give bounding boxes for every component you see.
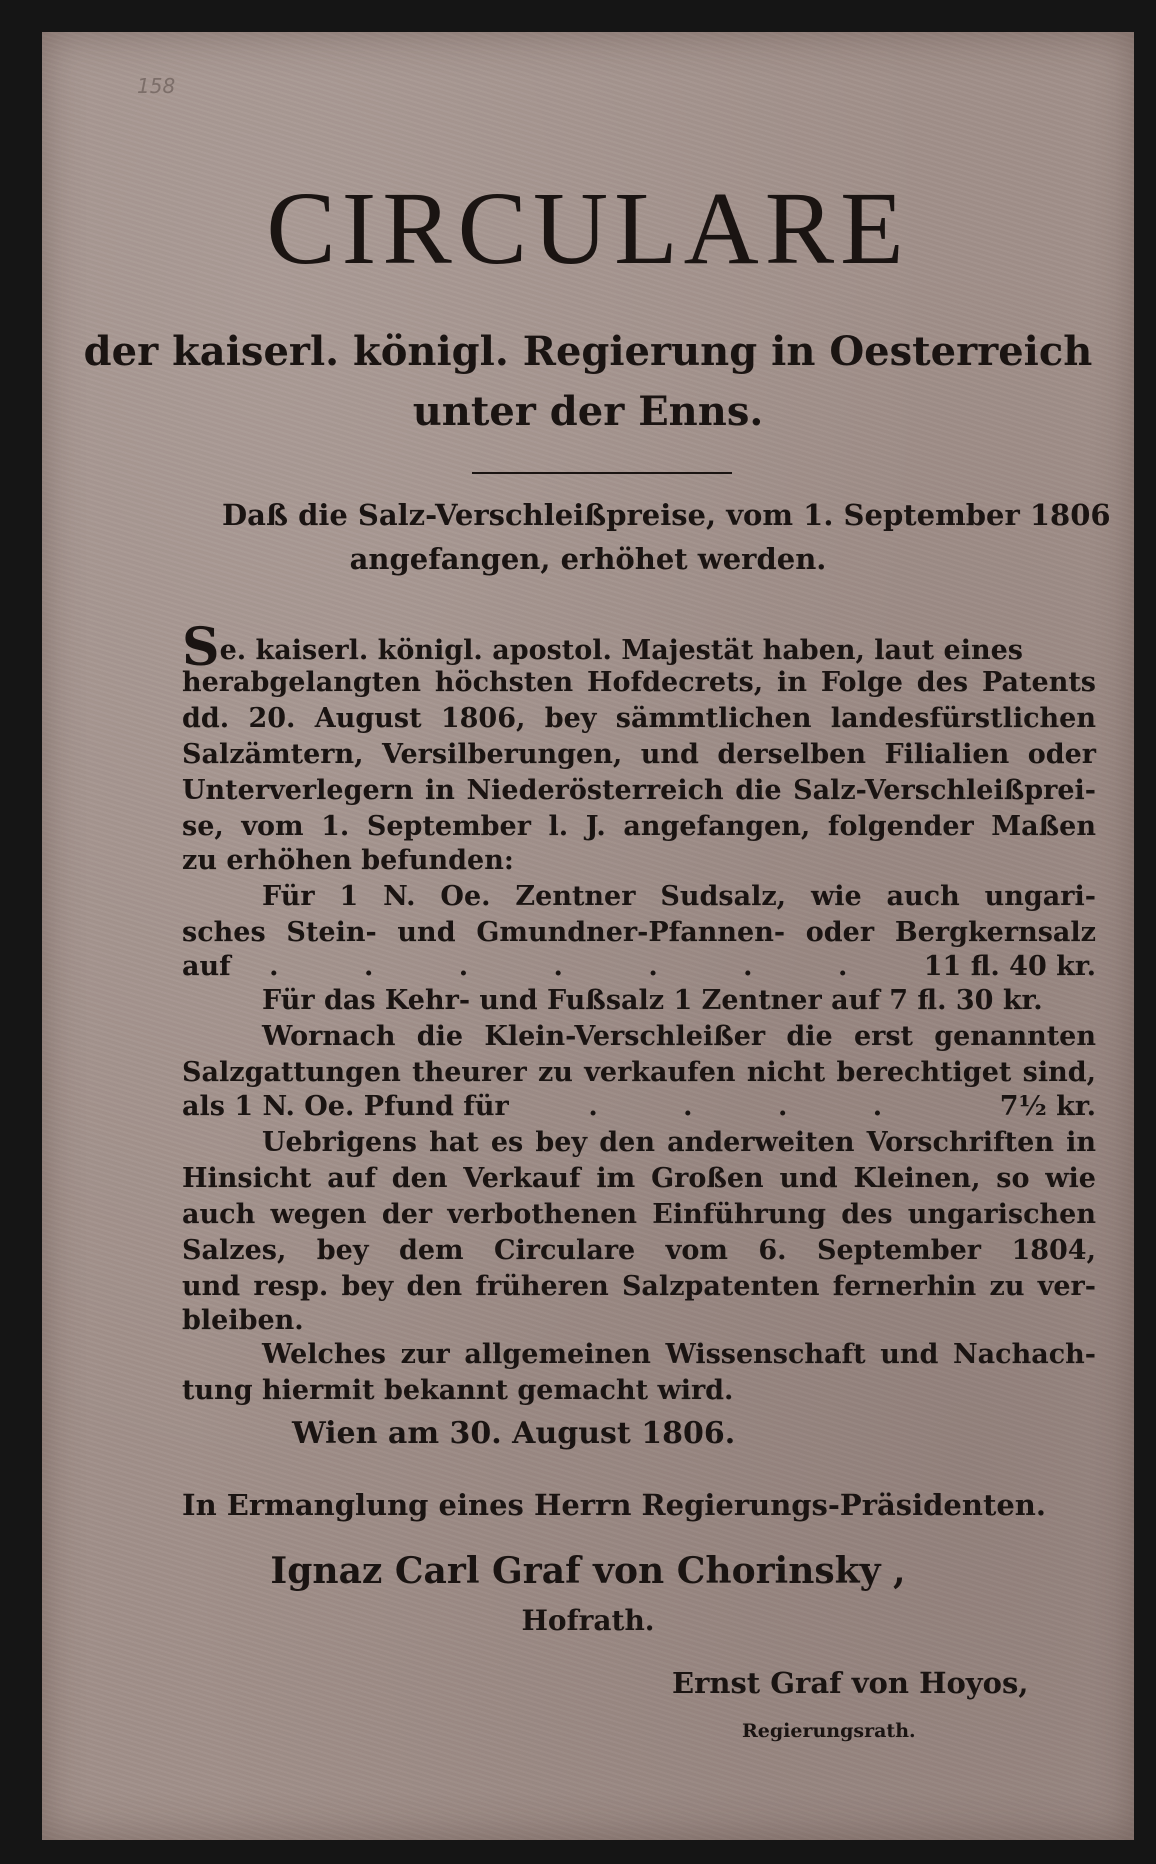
body-line: Uebrigens hat es bey den anderweiten Vorschriften in [262,1127,1096,1158]
body-line: Hinsicht auf den Verkauf im Großen und Kleinen, so wie [182,1163,1096,1194]
body-line: Für 1 N. Oe. Zentner Sudsalz, wie auch ungari- [262,881,1096,912]
subtitle-line-2: unter der Enns. [412,388,764,435]
signatory-title-1: Hofrath. [521,1604,655,1637]
drop-cap: S [182,617,220,678]
body-line: Salzämtern, Versilberungen, und derselben Filialien oder [182,739,1096,770]
subtitle-line-1: der kaiserl. königl. Regierung in Oesterreich [83,328,1093,375]
dot-leader: . . . . . . . [269,951,886,982]
price-value: 7½ kr. [999,1091,1096,1122]
body-line: bleiben. [182,1305,304,1336]
dot-leader: . . . . [588,1091,921,1122]
body-line: Salzgattungen theurer zu verkaufen nicht berechtiget sind, [182,1057,1096,1088]
body-line: tung hiermit bekannt gemacht wird. [182,1375,734,1406]
body-line: zu erhöhen befunden: [182,845,514,876]
place-date: Wien am 30. August 1806. [292,1416,736,1451]
divider-rule [472,472,732,474]
body-line: se, vom 1. September l. J. angefangen, folgender Maßen [182,811,1096,842]
body-line: herabgelangten höchsten Hofdecrets, in Folge des Patents [182,667,1096,698]
body-line: Unterverlegern in Niederösterreich die Salz-Verschleißprei- [182,775,1096,806]
body-line: und resp. bey den früheren Salzpatenten fernerhin zu ver- [182,1271,1096,1302]
document-title: CIRCULARE [266,171,910,286]
price-value: 11 fl. 40 kr. [923,951,1096,982]
price-label: als 1 N. Oe. Pfund für [182,1091,509,1122]
signatory-name-1: Ignaz Carl Graf von Chorinsky , [270,1550,906,1592]
body-line: sches Stein- und Gmundner-Pfannen- oder Bergkernsalz [182,917,1096,948]
body-line: Wornach die Klein-Verschleißer die erst genannten [262,1021,1096,1052]
price-line-1 [182,950,1096,984]
price-line-2 [182,1090,1096,1124]
signatory-title-2: Regierungsrath. [742,1720,916,1742]
pencil-marginalia: 158 [137,74,176,98]
body-line: Welches zur allgemeinen Wissenschaft und Nachach- [262,1339,1096,1370]
body-line: dd. 20. August 1806, bey sämmtlichen landesfürstlichen [182,703,1096,734]
price-label: auf [182,951,231,982]
document-sheet [42,32,1134,1840]
body-line: Salzes, bey dem Circulare vom 6. September 1804, [182,1235,1096,1266]
body-line: Für das Kehr- und Fußsalz 1 Zentner auf 7 fl. 30 kr. [262,985,1043,1016]
heading-line-1: Daß die Salz-Verschleißpreise, vom 1. September 1806 [222,498,1111,532]
heading-line-2: angefangen, erhöhet werden. [349,542,827,576]
absence-note: In Ermanglung eines Herrn Regierungs-Präsidenten. [182,1488,1046,1522]
body-line: auch wegen der verbothenen Einführung des ungarischen [182,1199,1096,1230]
body-line: Se. kaiserl. königl. apostol. Majestät haben, laut eines [182,617,1023,678]
signatory-name-2: Ernst Graf von Hoyos, [672,1666,1029,1700]
